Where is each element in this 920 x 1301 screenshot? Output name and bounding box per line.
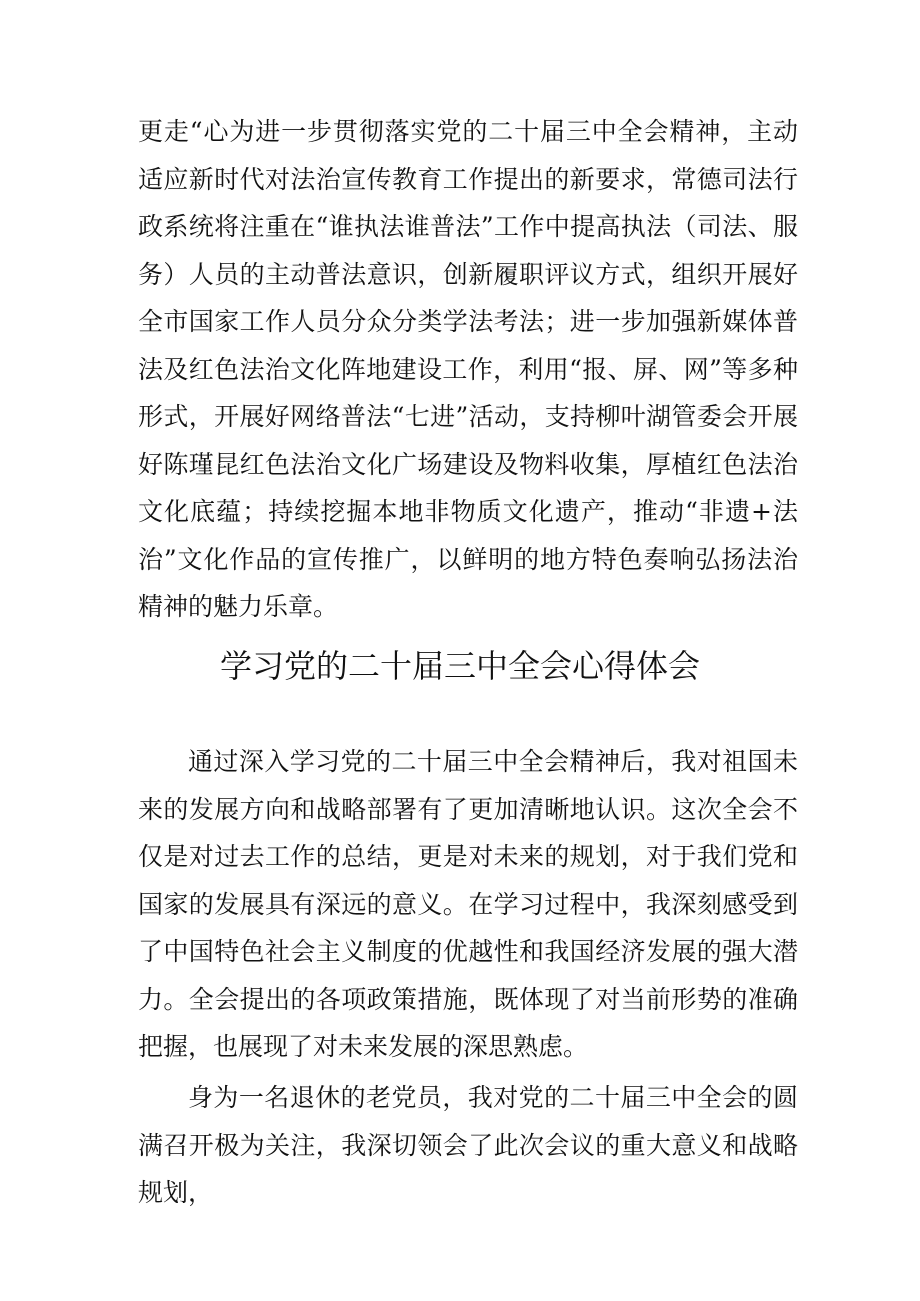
article-title: 学习党的二十届三中全会心得体会 xyxy=(219,647,700,685)
body-paragraph-2: 通过深入学习党的二十届三中全会精神后，我对祖国未来的发展方向和战略部署有了更加清晰地认识。这次全会不仅是对过去工作的总结，更是对未来的规划，对于我们党和国家的发展具有深远的意义。在学习过程中，我深刻感受到了中国特色社会主义制度的优越性和我国经济发展的强大潜力。全会提出的各项政策措施，既体现了对当前形势的准确把握，也展现了对未来发展的深思熟虑。 xyxy=(138,747,798,1061)
body-paragraph-3: 身为一名退休的老党员，我对党的二十届三中全会的圆满召开极为关注，我深切领会了此次会议的重大意义和战略规划， xyxy=(138,1083,798,1207)
body-paragraph-1: 更走“心为进一步贯彻落实党的二十届三中全会精神，主动适应新时代对法治宣传教育工作提出的新要求，常德司法行政系统将注重在“谁执法谁普法”工作中提高执法（司法、服务）人员的主动普法意识，创新履职评议方式，组织开展好全市国家工作人员分众分类学法考法；进一步加强新媒体普法及红色法治文化阵地建设工作，利用“报、屏、网”等多种形式，开展好网络普法“七进”活动，支持柳叶湖管委会开展好陈瑾昆红色法治文化广场建设及物料收集，厚植红色法治文化底蕴；持续挖掘本地非物质文化遗产，推动“非遗+法治”文化作品的宣传推广，以鲜明的地方特色奏响弘扬法治精神的魅力乐章。 xyxy=(138,117,798,621)
